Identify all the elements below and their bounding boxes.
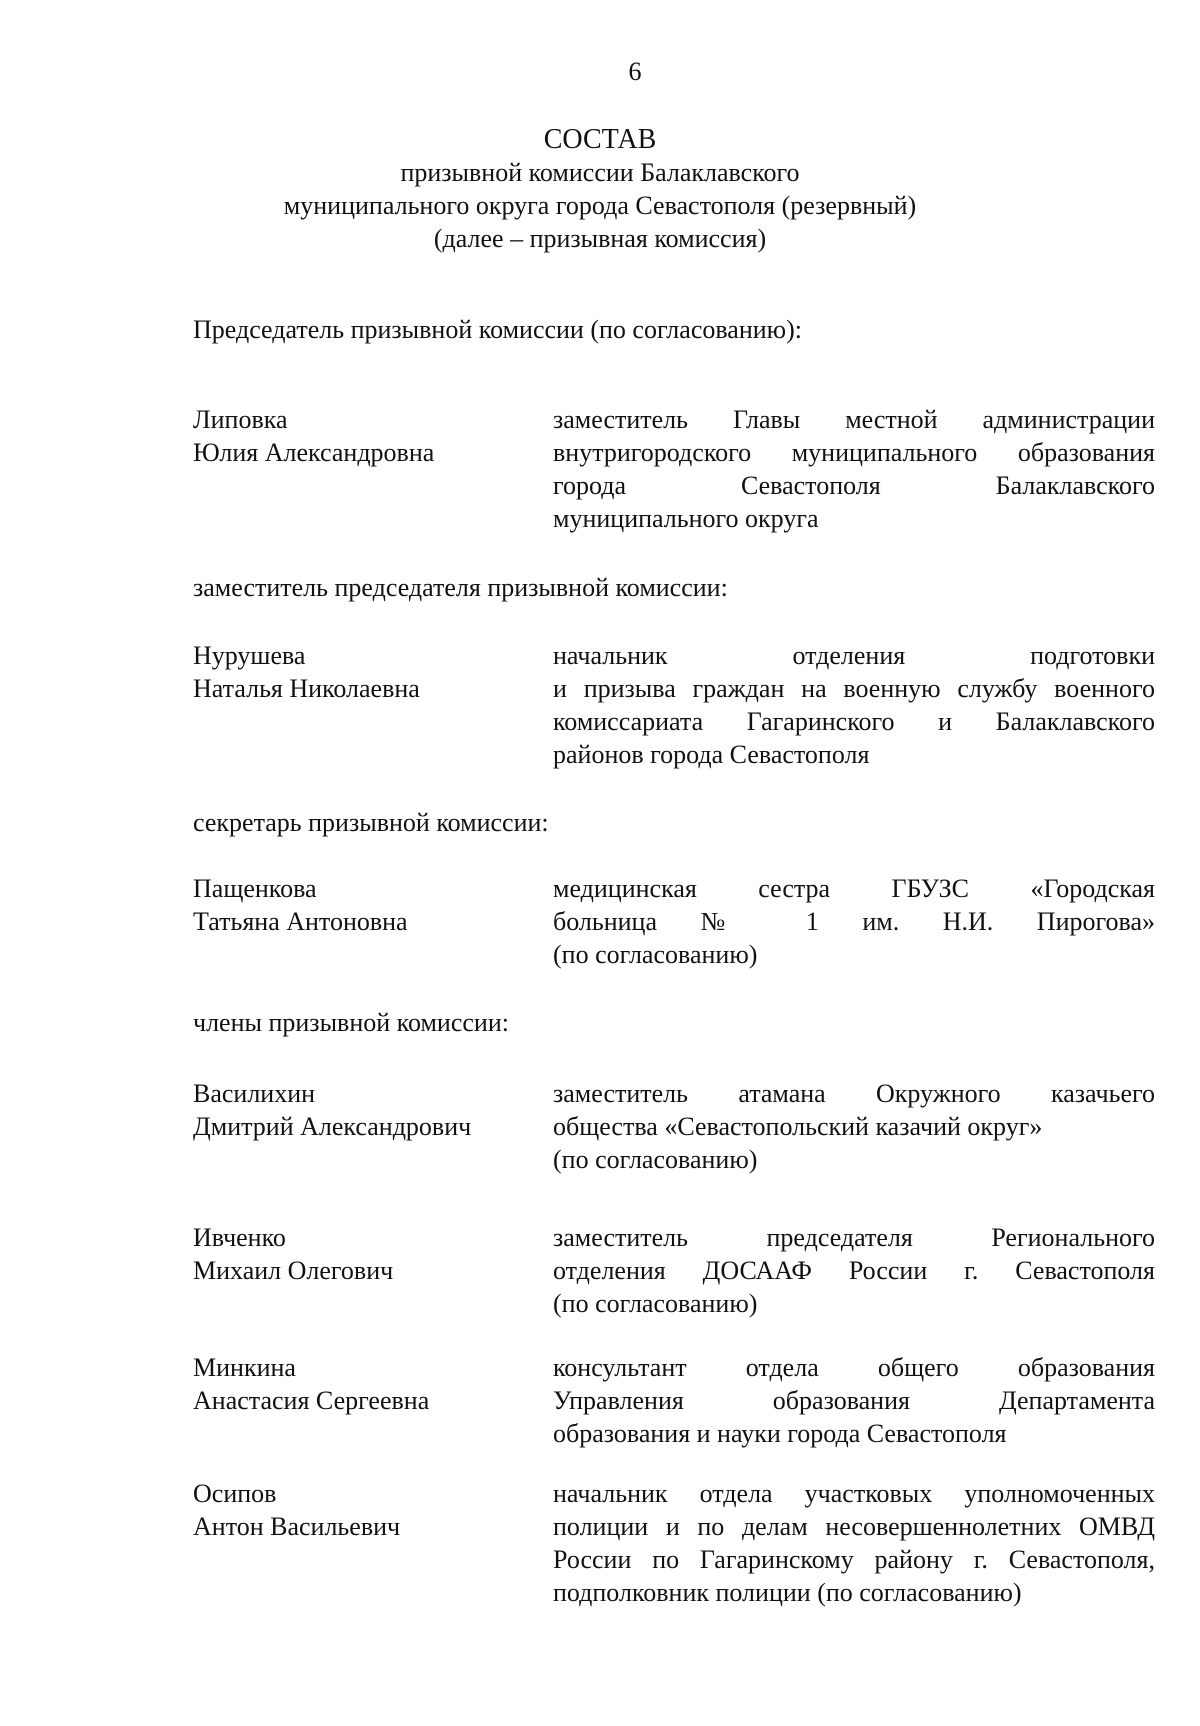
section-heading: секретарь призывной комиссии: [193,808,549,837]
member-given-names: Михаил Олегович [193,1256,394,1285]
member-position [553,639,1155,771]
member-name [193,639,533,705]
document-title: СОСТАВ [543,124,657,155]
member-position-line: образования и науки города Севастополя [553,1419,1007,1448]
member-surname: Василихин [193,1079,316,1108]
member-given-names: Анастасия Сергеевна [193,1386,430,1415]
member-position [553,1077,1155,1176]
member-given-names: Дмитрий Александрович [193,1112,472,1141]
member-entry-1 [193,1077,1155,1217]
member-position-line: подполковник полиции (по согласованию) [553,1578,1022,1607]
member-position-line: общества «Севастопольский казачий округ» [553,1112,1043,1141]
section-secretary-heading [193,806,1155,839]
member-position-line: заместитель атамана Окружного казачьего [553,1079,1155,1108]
member-position-line: консультант отдела общего образования [553,1353,1155,1382]
member-name [193,1477,533,1543]
member-name [193,872,533,938]
member-position-line: полиции и по делам несовершеннолетних ОМВД [553,1512,1155,1541]
member-surname: Липовка [193,405,288,434]
member-position-line: муниципального округа [553,504,819,533]
member-given-names: Юлия Александровна [193,438,435,467]
member-position-line: России по Гагаринскому району г. Севастополя, [553,1545,1155,1574]
document-subtitle-line-3: (далее – призывная комиссия) [433,224,767,253]
document-subtitle-line-1: призывной комиссии Балаклавского [400,158,800,187]
document-header [0,123,1200,255]
member-position-line: заместитель Главы местной администрации [553,405,1155,434]
member-entry-2 [193,1221,1155,1361]
member-position [553,1477,1155,1609]
member-position [553,403,1155,535]
member-position-line: районов города Севастополя [553,740,870,769]
section-chairman-heading [193,313,1155,346]
member-position-line: внутригородского муниципального образования [553,438,1155,467]
member-position [553,872,1155,971]
document-subtitle-line-2: муниципального округа города Севастополя (резервный) [283,191,917,220]
member-entry-deputy [193,639,1155,779]
member-position-line: отделения ДОСААФ России г. Севастополя [553,1256,1155,1285]
member-position-line: комиссариата Гагаринского и Балаклавского [553,707,1155,736]
member-given-names: Наталья Николаевна [193,674,420,703]
member-name [193,1351,533,1417]
member-position-line: (по согласованию) [553,940,758,969]
member-given-names: Антон Васильевич [193,1512,401,1541]
section-deputy-heading [193,571,1155,604]
member-entry-3 [193,1351,1155,1491]
member-position-line: (по согласованию) [553,1289,758,1318]
member-entry-chairman [193,403,1155,543]
member-position [553,1221,1155,1320]
member-name [193,1221,533,1287]
member-position-line: больница № 1 им. Н.И. Пирогова» [553,907,1155,936]
member-surname: Нурушева [193,641,306,670]
member-given-names: Татьяна Антоновна [193,907,408,936]
member-position-line: Управления образования Департамента [553,1386,1155,1415]
section-members-heading [193,1006,1155,1039]
member-position-line: начальник отдела участковых уполномоченных [553,1479,1155,1508]
section-heading: Председатель призывной комиссии (по согласованию): [193,315,802,344]
section-heading: заместитель председателя призывной комиссии: [193,573,728,602]
page-number: 6 [628,57,642,86]
member-entry-4 [193,1477,1155,1617]
member-surname: Минкина [193,1353,296,1382]
member-position [553,1351,1155,1450]
section-heading: члены призывной комиссии: [193,1008,509,1037]
member-position-line: заместитель председателя Регионального [553,1223,1155,1252]
member-entry-secretary [193,872,1155,1012]
member-name [193,1077,533,1143]
member-position-line: медицинская сестра ГБУЗС «Городская [553,874,1155,903]
member-surname: Пащенкова [193,874,317,903]
member-position-line: начальник отделения подготовки [553,641,1155,670]
member-surname: Ивченко [193,1223,286,1252]
member-surname: Осипов [193,1479,277,1508]
member-position-line: и призыва граждан на военную службу военного [553,674,1155,703]
member-name [193,403,533,469]
member-position-line: (по согласованию) [553,1145,758,1174]
member-position-line: города Севастополя Балаклавского [553,471,1155,500]
